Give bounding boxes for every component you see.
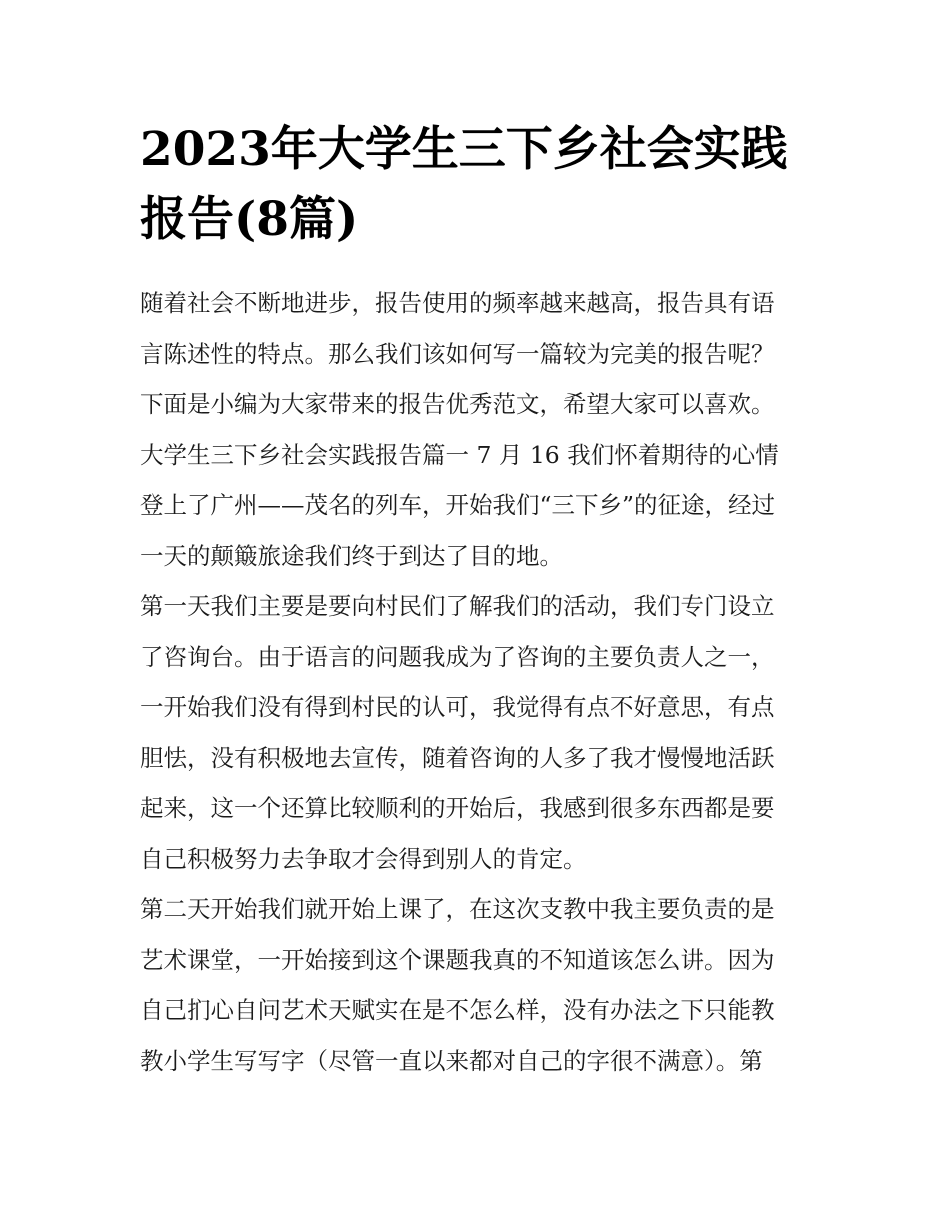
text-line: 了咨询台。由于语言的问题我成为了咨询的主要负责人之一，: [140, 642, 775, 671]
paragraph-day-one: [140, 581, 830, 884]
text-line: 下面是小编为大家带来的报告优秀范文，希望大家可以喜欢。: [140, 390, 775, 418]
title-line: 2023年大学生三下乡社会实践: [140, 122, 788, 177]
document-body: [140, 278, 830, 1086]
paragraph-day-two: [140, 884, 830, 1086]
text-line: 自己积极努力去争取才会得到别人的肯定。: [140, 844, 587, 873]
text-line: 胆怯，没有积极地去宣传，随着咨询的人多了我才慢慢地活跃: [140, 743, 775, 772]
text-line: 随着社会不断地进步，报告使用的频率越来越高，报告具有语: [140, 289, 775, 317]
text-line: 言陈述性的特点。那么我们该如何写一篇较为完美的报告呢？: [140, 339, 775, 368]
text-line: 大学生三下乡社会实践报告篇一 7 月 16 我们怀着期待的心情: [140, 440, 779, 469]
text-line: 一开始我们没有得到村民的认可，我觉得有点不好意思，有点: [140, 693, 775, 721]
text-line: 自己扪心自问艺术天赋实在是不怎么样，没有办法之下只能教: [140, 996, 775, 1024]
text-line: 一天的颠簸旅途我们终于到达了目的地。: [140, 541, 563, 570]
text-line: 第二天开始我们就开始上课了，在这次支教中我主要负责的是: [140, 895, 775, 923]
text-line: 教小学生写写字（尽管一直以来都对自己的字很不满意）。第: [140, 1046, 763, 1075]
document-title: [140, 115, 820, 255]
paragraph-intro: [140, 278, 830, 581]
text-line: 登上了广州——茂名的列车，开始我们“三下乡”的征途，经过: [140, 491, 776, 519]
text-line: 起来，这一个还算比较顺利的开始后，我感到很多东西都是要: [140, 794, 775, 822]
title-line: 报告(8篇): [140, 192, 359, 247]
text-line: 艺术课堂，一开始接到这个课题我真的不知道该怎么讲。因为: [140, 945, 775, 974]
text-line: 第一天我们主要是要向村民们了解我们的活动，我们专门设立: [140, 592, 775, 620]
